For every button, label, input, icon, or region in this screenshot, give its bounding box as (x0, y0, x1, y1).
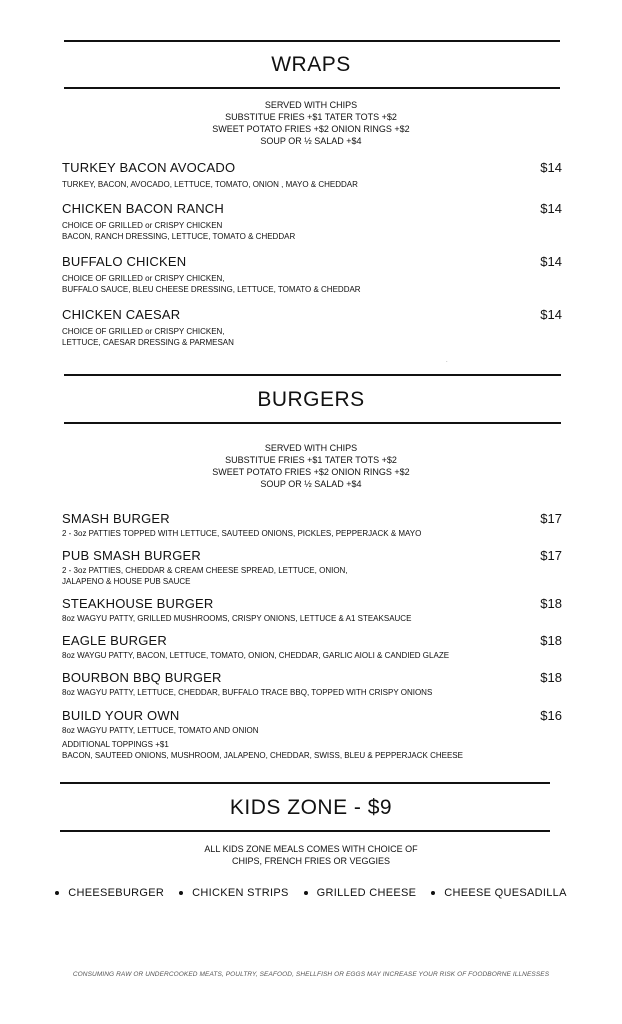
served-line: SUBSTITUE FRIES +$1 TATER TOTS +$2 (225, 112, 397, 122)
description-line: 2 - 3oz PATTIES TOPPED WITH LETTUCE, SAUTEED ONIONS, PICKLES, PEPPERJACK & MAYO (62, 529, 422, 538)
item-price: $14 (540, 201, 562, 216)
wraps-bottom-rule (64, 87, 560, 89)
item-description (62, 650, 562, 661)
kids-items-list (0, 887, 622, 899)
description-line: 8oz WAGYU PATTY, LETTUCE, CHEDDAR, BUFFALO TRACE BBQ, TOPPED WITH CRISPY ONIONS (62, 688, 433, 697)
item-price: $14 (540, 254, 562, 269)
item-price: $17 (540, 548, 562, 563)
item-description (62, 528, 562, 539)
menu-item-smash-burger (62, 511, 562, 539)
description-line: BUFFALO SAUCE, BLEU CHEESE DRESSING, LETTUCE, TOMATO & CHEDDAR (62, 285, 361, 294)
description-line: 8oz WAGYU PATTY, LETTUCE, TOMATO AND ONION (62, 726, 259, 735)
description-line: LETTUCE, CAESAR DRESSING & PARMESAN (62, 338, 234, 347)
served-line: SUBSTITUE FRIES +$1 TATER TOTS +$2 (225, 455, 397, 465)
served-line: SWEET POTATO FRIES +$2 ONION RINGS +$2 (212, 124, 410, 134)
menu-item-steakhouse-burger (62, 596, 562, 624)
item-description (62, 220, 562, 242)
served-line: SOUP OR ½ SALAD +$4 (260, 479, 362, 489)
served-line: SOUP OR ½ SALAD +$4 (260, 136, 362, 146)
item-price: $18 (540, 670, 562, 685)
kids-item-label: GRILLED CHEESE (316, 887, 417, 899)
item-description (62, 687, 562, 698)
description-line: CHOICE OF GRILLED or CRISPY CHICKEN (62, 221, 223, 230)
stray-mark: . (446, 358, 448, 364)
toppings-list: BACON, SAUTEED ONIONS, MUSHROOM, JALAPENO, CHEDDAR, SWISS, BLEU & PEPPERJACK CHEESE (62, 751, 463, 760)
menu-item-turkey-bacon-avocado (62, 160, 562, 190)
note-line: CHIPS, FRENCH FRIES OR VEGGIES (231, 856, 391, 866)
toppings-label: ADDITIONAL TOPPINGS +$1 (62, 740, 169, 749)
burgers-title: BURGERS (257, 388, 365, 411)
kids-item (304, 887, 417, 899)
description-line: 8oz WAGYU PATTY, GRILLED MUSHROOMS, CRISPY ONIONS, LETTUCE & A1 STEAKSAUCE (62, 614, 412, 623)
item-price: $18 (540, 596, 562, 611)
kids-item-label: CHEESE QUESADILLA (444, 887, 567, 899)
item-name: SMASH BURGER (62, 511, 170, 526)
description-line: 2 - 3oz PATTIES, CHEDDAR & CREAM CHEESE SPREAD, LETTUCE, ONION, (62, 566, 348, 575)
burgers-bottom-rule (64, 422, 561, 424)
kids-top-rule (60, 782, 550, 784)
item-name: CHICKEN BACON RANCH (62, 201, 224, 216)
bullet-icon (179, 891, 183, 895)
item-name: EAGLE BURGER (62, 633, 167, 648)
item-price: $18 (540, 633, 562, 648)
menu-item-chicken-caesar (62, 307, 562, 348)
kids-item-label: CHICKEN STRIPS (192, 887, 289, 899)
description-line: CHOICE OF GRILLED or CRISPY CHICKEN, (62, 327, 225, 336)
note-line: ALL KIDS ZONE MEALS COMES WITH CHOICE OF (204, 844, 418, 854)
burgers-served-with (0, 442, 622, 490)
served-line: SERVED WITH CHIPS (264, 100, 358, 110)
item-description (62, 179, 562, 190)
menu-item-buffalo-chicken (62, 254, 562, 295)
description-line: BACON, RANCH DRESSING, LETTUCE, TOMATO & CHEDDAR (62, 232, 296, 241)
item-name: BOURBON BBQ BURGER (62, 670, 222, 685)
item-description (62, 565, 562, 587)
menu-item-eagle-burger (62, 633, 562, 661)
food-safety-disclaimer: CONSUMING RAW OR UNDERCOOKED MEATS, POULTRY, SEAFOOD, SHELLFISH OR EGGS MAY INCREASE YOUR RISK OF FOODBORNE ILLNESSES (72, 971, 550, 978)
description-line: 8oz WAYGU PATTY, BACON, LETTUCE, TOMATO, ONION, CHEDDAR, GARLIC AIOLI & CANDIED GLAZE (62, 651, 450, 660)
kids-bottom-rule (60, 830, 550, 832)
served-line: SWEET POTATO FRIES +$2 ONION RINGS +$2 (212, 467, 410, 477)
description-line: CHOICE OF GRILLED or CRISPY CHICKEN, (62, 274, 225, 283)
item-name: CHICKEN CAESAR (62, 307, 181, 322)
bullet-icon (431, 891, 435, 895)
item-price: $14 (540, 160, 562, 175)
item-description (62, 273, 562, 295)
kids-item (431, 887, 566, 899)
wraps-title: WRAPS (271, 53, 351, 76)
item-name: BUILD YOUR OWN (62, 708, 180, 723)
bullet-icon (55, 891, 59, 895)
menu-item-build-your-own (62, 708, 562, 761)
kids-note (0, 843, 622, 867)
menu-item-bourbon-bbq-burger (62, 670, 562, 698)
item-name: PUB SMASH BURGER (62, 548, 202, 563)
burgers-top-rule (64, 374, 561, 376)
menu-item-pub-smash-burger (62, 548, 562, 587)
kids-item (55, 887, 164, 899)
item-price: $16 (540, 708, 562, 723)
item-name: TURKEY BACON AVOCADO (62, 160, 236, 175)
item-price: $14 (540, 307, 562, 322)
kids-item-label: CHEESEBURGER (68, 887, 165, 899)
item-description (62, 613, 562, 624)
wraps-served-with (0, 99, 622, 147)
item-name: STEAKHOUSE BURGER (62, 596, 214, 611)
item-description (62, 326, 562, 348)
served-line: SERVED WITH CHIPS (264, 443, 358, 453)
description-line: TURKEY, BACON, AVOCADO, LETTUCE, TOMATO, ONION , MAYO & CHEDDAR (62, 180, 358, 189)
item-price: $17 (540, 511, 562, 526)
wraps-top-rule (64, 40, 560, 42)
menu-item-chicken-bacon-ranch (62, 201, 562, 242)
kids-title: KIDS ZONE - $9 (229, 796, 393, 819)
kids-item (179, 887, 289, 899)
description-line: JALAPENO & HOUSE PUB SAUCE (62, 577, 191, 586)
item-name: BUFFALO CHICKEN (62, 254, 187, 269)
bullet-icon (304, 891, 308, 895)
item-description (62, 725, 562, 761)
